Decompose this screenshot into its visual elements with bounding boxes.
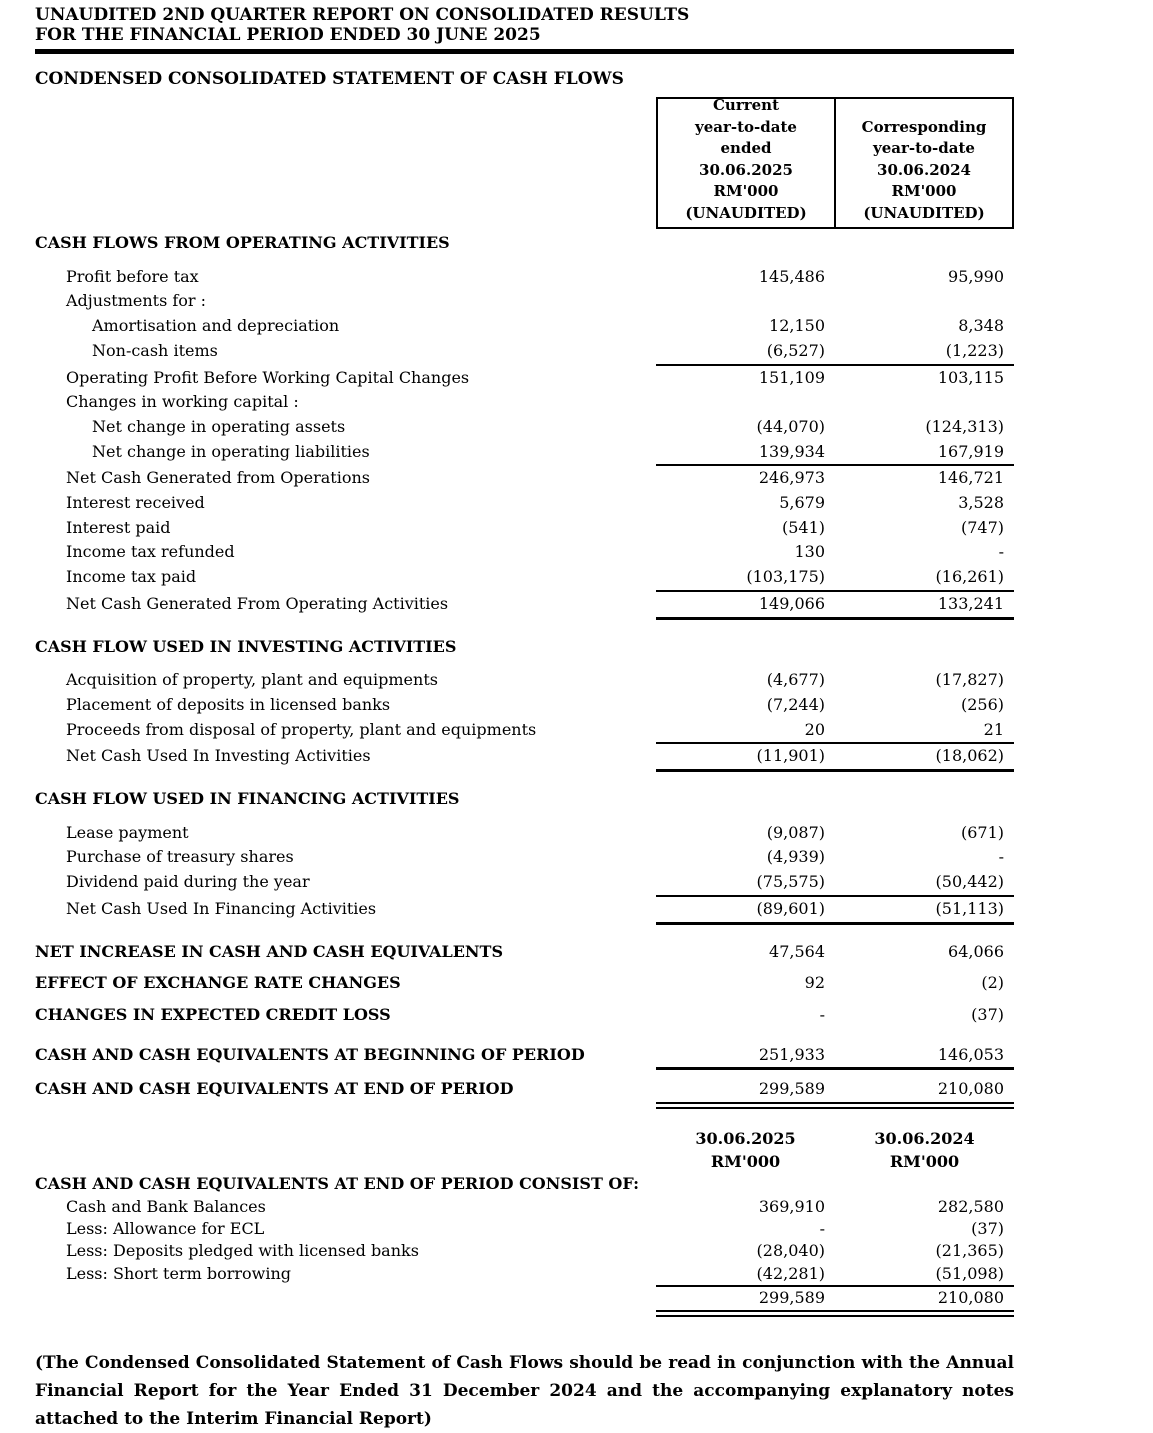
row-label: Acquisition of property, plant and equipments xyxy=(66,670,438,690)
period-header-line: ended xyxy=(720,139,772,157)
statement-row xyxy=(35,668,1014,693)
row-amounts xyxy=(656,592,1014,620)
value-current-period: (75,575) xyxy=(756,872,825,892)
prior-period-header xyxy=(834,99,1012,227)
section-heading xyxy=(35,231,1014,256)
statement-row xyxy=(35,366,1014,391)
value-current-period: 130 xyxy=(794,542,825,562)
row-label: Less: Deposits pledged with licensed banks xyxy=(66,1241,419,1261)
period-header-line: 30.06.2025 xyxy=(699,160,793,179)
value-prior-period: 95,990 xyxy=(948,266,1004,286)
row-label: Interest received xyxy=(66,493,205,513)
row-amounts xyxy=(656,821,1014,846)
section-heading xyxy=(35,787,1014,812)
prior-period-subheader xyxy=(835,1127,1014,1173)
row-label: Proceeds from disposal of property, plant and equipments xyxy=(66,719,537,739)
row-amounts xyxy=(656,1287,1014,1316)
statement-row xyxy=(35,466,1014,491)
period-header-box xyxy=(656,97,1014,229)
row-label: CASH FLOWS FROM OPERATING ACTIVITIES xyxy=(35,233,450,252)
value-current-period: 47,564 xyxy=(769,941,825,961)
value-prior-period: (747) xyxy=(960,517,1004,537)
statement-row xyxy=(35,314,1014,339)
statement-row xyxy=(35,1218,1014,1240)
period-unit: RM'000 xyxy=(710,1152,781,1172)
statement-row xyxy=(35,390,1014,415)
row-amounts xyxy=(656,668,1014,693)
section-heading xyxy=(35,635,1014,660)
breakdown-rows xyxy=(35,1173,1014,1316)
row-label: CASH FLOW USED IN INVESTING ACTIVITIES xyxy=(35,636,457,656)
title-rule xyxy=(35,49,1014,54)
row-label: Adjustments for : xyxy=(66,291,207,311)
period-header-line: RM'000 xyxy=(713,182,779,200)
value-current-period: (4,677) xyxy=(766,670,825,690)
row-label: Changes in working capital : xyxy=(66,392,299,412)
statement-title: CONDENSED CONSOLIDATED STATEMENT OF CASH FLOWS xyxy=(35,69,624,89)
row-amounts xyxy=(656,1077,1014,1109)
row-label: Net Cash Used In Financing Activities xyxy=(66,898,377,918)
period-date: 30.06.2025 xyxy=(695,1129,796,1149)
row-label: CASH AND CASH EQUIVALENTS AT END OF PERIOD xyxy=(35,1079,514,1099)
value-current-period: 5,679 xyxy=(779,493,825,513)
value-current-period: 299,589 xyxy=(758,1288,825,1308)
value-current-period: 139,934 xyxy=(758,441,825,461)
statement-row xyxy=(35,265,1014,290)
row-label: Net Cash Generated from Operations xyxy=(66,468,370,488)
row-label: Placement of deposits in licensed banks xyxy=(66,694,391,714)
value-prior-period: 210,080 xyxy=(937,1079,1004,1099)
value-prior-period: (37) xyxy=(971,1218,1004,1238)
value-current-period: 299,589 xyxy=(758,1079,825,1099)
row-amounts xyxy=(656,1043,1014,1071)
statement-row xyxy=(35,971,1014,996)
current-period-subheader xyxy=(656,1127,835,1173)
row-amounts xyxy=(656,1218,1014,1240)
value-prior-period: (18,062) xyxy=(935,746,1004,766)
value-current-period: 369,910 xyxy=(758,1196,825,1216)
value-prior-period: (1,223) xyxy=(945,340,1004,360)
period-header-line: 30.06.2024 xyxy=(877,160,971,179)
statement-row xyxy=(35,693,1014,718)
row-amounts xyxy=(656,466,1014,491)
value-current-period: (42,281) xyxy=(756,1263,825,1283)
statement-row xyxy=(35,1240,1014,1262)
row-amounts xyxy=(656,1263,1014,1287)
row-amounts xyxy=(656,491,1014,516)
period-header-line: Current xyxy=(712,96,780,114)
value-prior-period: (124,313) xyxy=(925,416,1004,436)
period-unit: RM'000 xyxy=(889,1152,960,1172)
statement-row xyxy=(35,491,1014,516)
report-title-line-1: UNAUDITED 2ND QUARTER REPORT ON CONSOLIDATED RESULTS xyxy=(35,5,690,25)
statement-row xyxy=(35,940,1014,965)
statement-row xyxy=(35,845,1014,870)
statement-row xyxy=(35,540,1014,565)
statement-row xyxy=(35,718,1014,745)
row-amounts xyxy=(656,516,1014,541)
row-amounts xyxy=(656,845,1014,870)
value-current-period: - xyxy=(819,1004,825,1024)
value-current-period: (6,527) xyxy=(766,340,825,360)
statement-row xyxy=(35,565,1014,592)
value-prior-period: 133,241 xyxy=(937,593,1004,613)
row-amounts xyxy=(656,718,1014,745)
value-prior-period: 21 xyxy=(983,719,1004,739)
row-label: CASH AND CASH EQUIVALENTS AT BEGINNING OF PERIOD xyxy=(35,1044,585,1064)
value-prior-period: - xyxy=(998,847,1004,867)
report-titles xyxy=(35,5,1014,54)
section-heading xyxy=(35,1173,1014,1195)
row-amounts xyxy=(656,870,1014,897)
current-period-header xyxy=(658,96,834,227)
row-label: Profit before tax xyxy=(66,266,199,286)
period-subheader-amounts xyxy=(656,1127,1014,1173)
value-prior-period: (51,113) xyxy=(935,898,1004,918)
row-label: CASH AND CASH EQUIVALENTS AT END OF PERIOD CONSIST OF: xyxy=(35,1174,640,1194)
statement-row xyxy=(35,440,1014,467)
value-prior-period: (21,365) xyxy=(935,1241,1004,1261)
statement-row xyxy=(35,870,1014,897)
row-label: Less: Allowance for ECL xyxy=(66,1218,265,1238)
row-label: Net change in operating assets xyxy=(92,416,346,436)
row-amounts xyxy=(656,971,1014,996)
value-current-period: (103,175) xyxy=(746,567,825,587)
row-label: Income tax refunded xyxy=(66,542,235,562)
row-label: Income tax paid xyxy=(66,567,197,587)
value-prior-period: - xyxy=(998,542,1004,562)
row-amounts xyxy=(656,366,1014,391)
period-header-row xyxy=(35,97,1014,229)
row-amounts xyxy=(656,693,1014,718)
row-label: Operating Profit Before Working Capital Changes xyxy=(66,367,470,387)
value-prior-period: 210,080 xyxy=(937,1288,1004,1308)
row-amounts xyxy=(656,897,1014,925)
period-subheader-row xyxy=(35,1127,1014,1173)
row-label: Dividend paid during the year xyxy=(66,872,310,892)
value-current-period: (4,939) xyxy=(766,847,825,867)
value-prior-period: (16,261) xyxy=(935,567,1004,587)
statement-row xyxy=(35,1287,1014,1316)
row-label: Interest paid xyxy=(66,517,171,537)
value-prior-period: 146,721 xyxy=(937,468,1004,488)
value-current-period: (9,087) xyxy=(766,822,825,842)
value-prior-period: 64,066 xyxy=(948,941,1004,961)
cash-equivalents-breakdown xyxy=(35,1127,1014,1316)
row-amounts xyxy=(656,565,1014,592)
value-current-period: 145,486 xyxy=(758,266,825,286)
statement-row xyxy=(35,897,1014,925)
row-label: Net Cash Generated From Operating Activities xyxy=(66,593,449,613)
statement-row xyxy=(35,1263,1014,1287)
row-amounts xyxy=(656,265,1014,290)
value-current-period: 20 xyxy=(804,719,825,739)
value-prior-period: 167,919 xyxy=(937,441,1004,461)
period-header-line: year-to-date xyxy=(695,117,797,136)
statement-row xyxy=(35,1077,1014,1109)
value-prior-period: 146,053 xyxy=(937,1044,1004,1064)
statement-row xyxy=(35,339,1014,366)
period-header-line: year-to-date xyxy=(873,139,975,157)
row-amounts xyxy=(656,314,1014,339)
report-title-line-2: FOR THE FINANCIAL PERIOD ENDED 30 JUNE 2025 xyxy=(35,25,541,45)
row-label: Amortisation and depreciation xyxy=(92,316,340,336)
row-amounts xyxy=(656,940,1014,965)
value-current-period: 151,109 xyxy=(758,367,825,387)
value-current-period: (44,070) xyxy=(756,416,825,436)
row-label: Purchase of treasury shares xyxy=(66,847,294,867)
row-amounts xyxy=(656,339,1014,366)
value-current-period: 246,973 xyxy=(758,468,825,488)
period-header-line: RM'000 xyxy=(891,182,957,200)
value-current-period: (541) xyxy=(781,517,825,537)
row-amounts xyxy=(656,440,1014,467)
period-header-line: (UNAUDITED) xyxy=(685,203,807,222)
statement-row xyxy=(35,744,1014,772)
row-label: CASH FLOW USED IN FINANCING ACTIVITIES xyxy=(35,789,460,809)
row-label: CHANGES IN EXPECTED CREDIT LOSS xyxy=(35,1004,391,1024)
value-current-period: (89,601) xyxy=(756,898,825,918)
value-current-period: 251,933 xyxy=(758,1044,825,1064)
row-label: Lease payment xyxy=(66,822,189,842)
statement-row xyxy=(35,1196,1014,1218)
statement-row xyxy=(35,516,1014,541)
period-date: 30.06.2024 xyxy=(874,1129,975,1149)
statement-row xyxy=(35,1003,1014,1028)
value-prior-period: (50,442) xyxy=(935,872,1004,892)
value-current-period: (7,244) xyxy=(766,694,825,714)
row-amounts xyxy=(656,1240,1014,1262)
value-current-period: 92 xyxy=(804,973,825,993)
value-prior-period: (37) xyxy=(971,1004,1004,1024)
statement-row xyxy=(35,1043,1014,1071)
footer-note: (The Condensed Consolidated Statement of Cash Flows should be read in conjunction with the Annual Financial Report for the Year Ended 31 December 2024 and the accompanying explanatory notes attached to the Interim Financial Report) xyxy=(35,1352,1014,1429)
row-label: Net change in operating liabilities xyxy=(92,441,370,461)
value-prior-period: (2) xyxy=(981,973,1004,993)
row-label: Non-cash items xyxy=(92,340,218,360)
row-label: Net Cash Used In Investing Activities xyxy=(66,746,371,766)
value-prior-period: (51,098) xyxy=(935,1263,1004,1283)
row-label: NET INCREASE IN CASH AND CASH EQUIVALENTS xyxy=(35,941,503,961)
row-label: Less: Short term borrowing xyxy=(66,1263,292,1283)
value-prior-period: (17,827) xyxy=(935,670,1004,690)
row-amounts xyxy=(656,540,1014,565)
value-current-period: (11,901) xyxy=(756,746,825,766)
statement-row xyxy=(35,289,1014,314)
value-current-period: (28,040) xyxy=(756,1241,825,1261)
value-prior-period: 103,115 xyxy=(937,367,1004,387)
value-current-period: 149,066 xyxy=(758,593,825,613)
cash-flow-statement-rows xyxy=(35,231,1014,1109)
value-current-period: - xyxy=(819,1218,825,1238)
value-prior-period: 282,580 xyxy=(937,1196,1004,1216)
period-header-line: (UNAUDITED) xyxy=(863,203,985,222)
value-prior-period: (671) xyxy=(960,822,1004,842)
value-current-period: 12,150 xyxy=(769,316,825,336)
row-amounts xyxy=(656,1196,1014,1218)
statement-row xyxy=(35,821,1014,846)
value-prior-period: 8,348 xyxy=(958,316,1004,336)
value-prior-period: (256) xyxy=(960,694,1004,714)
row-label: EFFECT OF EXCHANGE RATE CHANGES xyxy=(35,973,401,993)
statement-row xyxy=(35,415,1014,440)
row-label: Cash and Bank Balances xyxy=(66,1196,266,1216)
period-header-line: Corresponding xyxy=(861,117,987,136)
row-amounts xyxy=(656,1003,1014,1028)
statement-row xyxy=(35,592,1014,620)
row-amounts xyxy=(656,415,1014,440)
value-prior-period: 3,528 xyxy=(958,493,1004,513)
row-amounts xyxy=(656,744,1014,772)
